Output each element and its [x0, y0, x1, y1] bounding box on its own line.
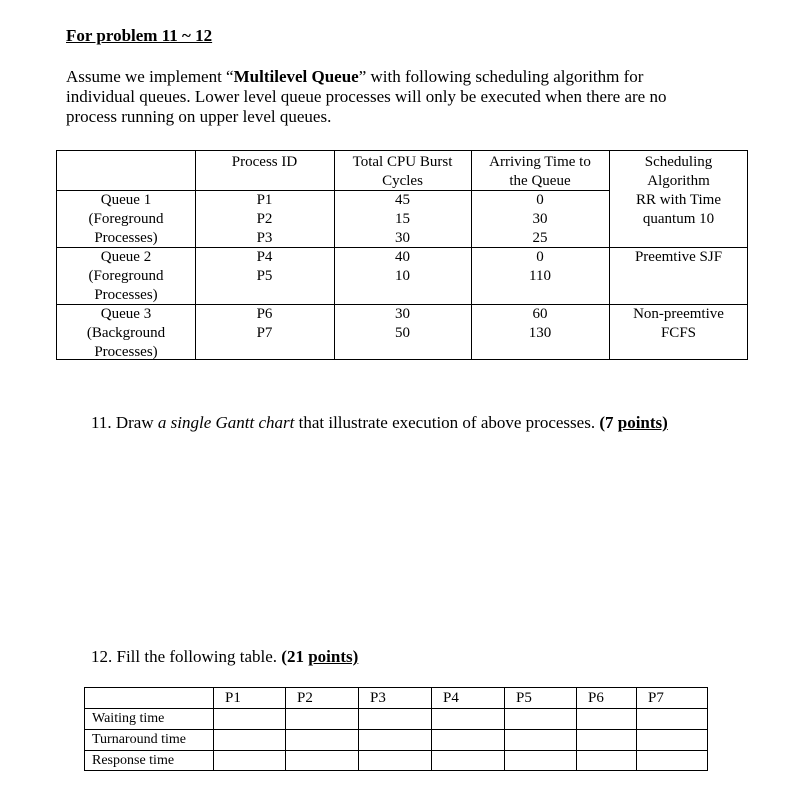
process-table	[56, 150, 748, 360]
queue-1-algorithm: RR with Time quantum 10	[635, 192, 722, 227]
header-arrival: Arriving Time to the Queue	[489, 154, 591, 189]
question-11: 11. Draw a single Gantt chart that illustrate execution of above processes. (7 points)	[91, 413, 668, 432]
intro-text-2: ” with following scheduling algorithm for individual queues. Lower level queue processes will only be executed when there are no process running on upper level queues.	[66, 67, 667, 126]
intro-paragraph	[66, 67, 706, 127]
header-algorithm: Scheduling Algorithm	[644, 154, 713, 189]
col-header-p4: P4	[443, 690, 459, 706]
question-11-italic: a single Gantt chart	[157, 413, 295, 432]
col-header-p5: P5	[516, 690, 532, 706]
question-12: 12. Fill the following table. (21 points)	[91, 647, 359, 666]
header-process-id: Process ID	[231, 154, 298, 170]
queue-1-bursts: 45 15 30	[395, 192, 410, 246]
queue-2-label: Queue 2 (Foreground Processes)	[88, 249, 164, 303]
queue-2-algorithm: Preemtive SJF	[634, 249, 723, 265]
queue-3-ids: P6 P7	[256, 306, 273, 341]
queue-2-arrivals: 0 110	[529, 249, 551, 284]
queue-1-label: Queue 1 (Foreground Processes)	[88, 192, 164, 246]
col-header-p1: P1	[225, 690, 241, 706]
row-label-response: Response time	[92, 753, 175, 768]
question-11-points: (7 points)	[599, 413, 668, 432]
row-label-waiting: Waiting time	[92, 711, 165, 726]
queue-3-bursts: 30 50	[395, 306, 410, 341]
problem-heading: For problem 11 ~ 12	[66, 26, 213, 45]
intro-bold-term: Multilevel Queue	[233, 67, 359, 86]
queue-2-bursts: 40 10	[395, 249, 410, 284]
answer-table	[84, 687, 708, 771]
col-header-p6: P6	[588, 690, 604, 706]
col-header-p2: P2	[297, 690, 313, 706]
queue-3-arrivals: 60 130	[528, 306, 552, 341]
intro-text-1: Assume we implement “	[66, 67, 234, 86]
queue-3-algorithm: Non-preemtive FCFS	[633, 306, 724, 341]
question-12-points: (21 points)	[281, 647, 359, 666]
queue-2-ids: P4 P5	[256, 249, 273, 284]
queue-1-ids: P1 P2 P3	[256, 192, 273, 246]
row-label-turnaround: Turnaround time	[92, 732, 186, 747]
header-burst: Total CPU Burst Cycles	[352, 154, 453, 189]
queue-3-label: Queue 3 (Background Processes)	[86, 306, 166, 360]
col-header-p3: P3	[370, 690, 386, 706]
queue-1-arrivals: 0 30 25	[532, 192, 548, 246]
col-header-p7: P7	[648, 690, 664, 706]
